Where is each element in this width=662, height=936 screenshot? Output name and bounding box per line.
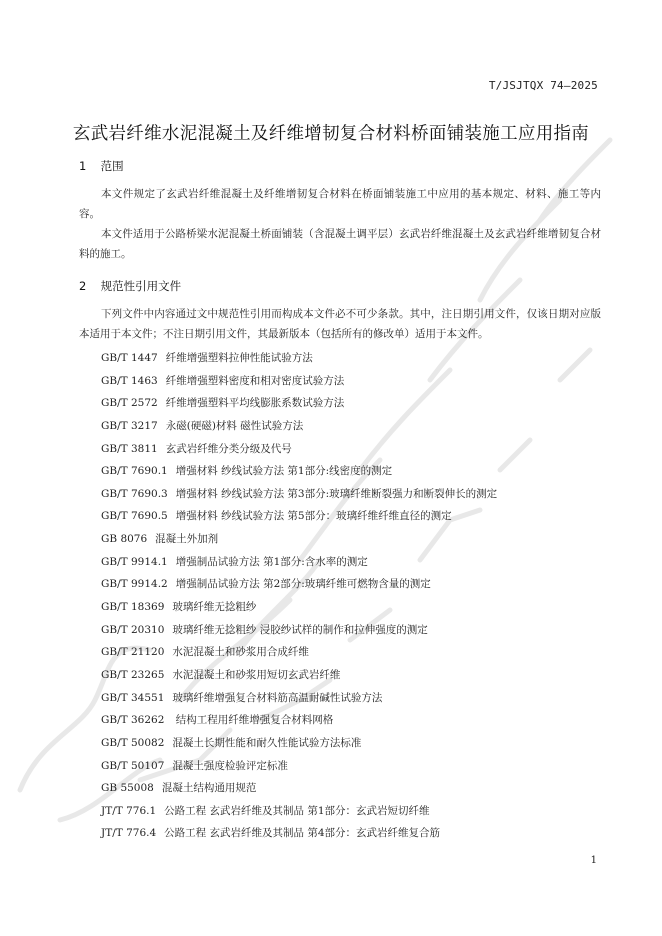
reference-item [101, 619, 497, 642]
reference-title: 混凝土强度检验评定标准 [172, 759, 288, 772]
reference-item [101, 777, 497, 800]
reference-code: GB/T 9914.1 [101, 555, 168, 568]
reference-code: JT/T 776.1 [101, 804, 157, 817]
reference-title: 纤维增强塑料平均线膨胀系数试验方法 [165, 397, 345, 410]
reference-title: 水泥混凝土和砂浆用短切玄武岩纤维 [172, 668, 341, 681]
reference-code: GB/T 36262 [101, 714, 165, 727]
reference-item [101, 755, 497, 778]
reference-item [101, 596, 497, 619]
reference-code: GB/T 3811 [101, 442, 158, 455]
section-title: 范围 [100, 159, 124, 173]
reference-title: 增强材料 纱线试验方法 第3部分:玻璃纤维断裂强力和断裂伸长的测定 [175, 487, 498, 500]
reference-code: GB/T 1447 [101, 352, 158, 364]
references-intro-paragraph: 下列文件中内容通过文中规范性引用而构成本文件必不可少条款。其中，注日期引用文件，仅该日期对应版本适用于本文件；不注日期引用文件，其最新版本（包括所有的修改单）适用于本文件。 [79, 308, 601, 340]
section-title: 规范性引用文件 [100, 279, 182, 293]
reference-item [101, 822, 497, 845]
reference-code: GB 55008 [101, 782, 154, 795]
reference-item [101, 483, 497, 506]
reference-title: 公路工程 玄武岩纤维及其制品 第1部分：玄武岩短切纤维 [164, 804, 430, 817]
reference-item [101, 800, 497, 823]
normative-references-list [101, 347, 497, 845]
reference-code: GB/T 23265 [101, 668, 165, 681]
reference-code: GB/T 21120 [101, 646, 165, 659]
page-number: 1 [590, 855, 597, 866]
reference-code: JT/T 776.4 [101, 827, 157, 840]
reference-item [101, 573, 497, 596]
reference-code: GB/T 50107 [101, 759, 165, 772]
reference-item [101, 460, 497, 483]
reference-title: 玄武岩纤维分类分级及代号 [165, 442, 292, 455]
section-heading-references [79, 278, 181, 294]
reference-code: GB/T 9914.2 [101, 578, 168, 591]
reference-title: 玻璃纤维增强复合材料筋高温耐碱性试验方法 [172, 691, 383, 704]
reference-title: 增强材料 纱线试验方法 第5部分：玻璃纤维纤维直径的测定 [175, 510, 452, 523]
reference-title: 混凝土外加剂 [155, 533, 219, 546]
reference-item [101, 551, 497, 574]
reference-item [101, 347, 497, 370]
reference-item [101, 392, 497, 415]
reference-title: 纤维增强塑料拉伸性能试验方法 [165, 352, 313, 364]
reference-item [101, 732, 497, 755]
reference-code: GB/T 2572 [101, 397, 158, 410]
reference-code: GB/T 18369 [101, 601, 165, 614]
reference-title: 水泥混凝土和砂浆用合成纤维 [172, 646, 309, 659]
reference-code: GB/T 34551 [101, 691, 165, 704]
reference-item [101, 505, 497, 528]
reference-item [101, 687, 497, 710]
reference-item [101, 641, 497, 664]
reference-code: GB/T 3217 [101, 419, 158, 432]
reference-code: GB 8076 [101, 533, 148, 546]
reference-item [101, 709, 497, 732]
reference-code: GB/T 7690.1 [101, 465, 168, 478]
reference-code: GB/T 7690.5 [101, 510, 168, 523]
reference-code: GB/T 7690.3 [101, 487, 168, 500]
document-title: 玄武岩纤维水泥混凝土及纤维增韧复合材料桥面铺装施工应用指南 [72, 124, 590, 144]
reference-title: 混凝土结构通用规范 [161, 782, 257, 795]
reference-title: 玻璃纤维无捻粗纱 [172, 601, 257, 614]
reference-title: 玻璃纤维无捻粗纱 浸胶纱试样的制作和拉伸强度的测定 [172, 623, 428, 636]
section-number: 2 [79, 279, 87, 293]
scope-paragraph-2: 本文件适用于公路桥梁水泥混凝土桥面铺装（含混凝土调平层）玄武岩纤维混凝土及玄武岩纤维增韧复合材料的施工。 [79, 228, 601, 260]
reference-title: 增强材料 纱线试验方法 第1部分:线密度的测定 [175, 465, 393, 478]
reference-title: 永磁(硬磁)材料 磁性试验方法 [165, 419, 304, 432]
reference-title: 纤维增强塑料密度和相对密度试验方法 [165, 374, 345, 387]
reference-code: GB/T 20310 [101, 623, 165, 636]
section-number: 1 [79, 159, 87, 173]
reference-code: GB/T 50082 [101, 736, 165, 749]
scope-paragraph-1: 本文件规定了玄武岩纤维混凝土及纤维增韧复合材料在桥面铺装施工中应用的基本规定、材料、施工等内容。 [79, 188, 601, 220]
reference-code: GB/T 1463 [101, 374, 158, 387]
reference-item [101, 438, 497, 461]
reference-item [101, 370, 497, 393]
section-heading-scope [79, 158, 124, 174]
document-code: T/JSJTQX 74—2025 [488, 79, 598, 92]
reference-item [101, 528, 497, 551]
reference-title: 增强制品试验方法 第1部分:含水率的测定 [175, 555, 368, 568]
reference-title: 公路工程 玄武岩纤维及其制品 第4部分：玄武岩纤维复合筋 [164, 827, 441, 840]
reference-title: 结构工程用纤维增强复合材料网格 [172, 714, 334, 727]
reference-item [101, 415, 497, 438]
reference-title: 增强制品试验方法 第2部分:玻璃纤维可燃物含量的测定 [175, 578, 431, 591]
reference-title: 混凝土长期性能和耐久性能试验方法标准 [172, 736, 362, 749]
reference-item [101, 664, 497, 687]
